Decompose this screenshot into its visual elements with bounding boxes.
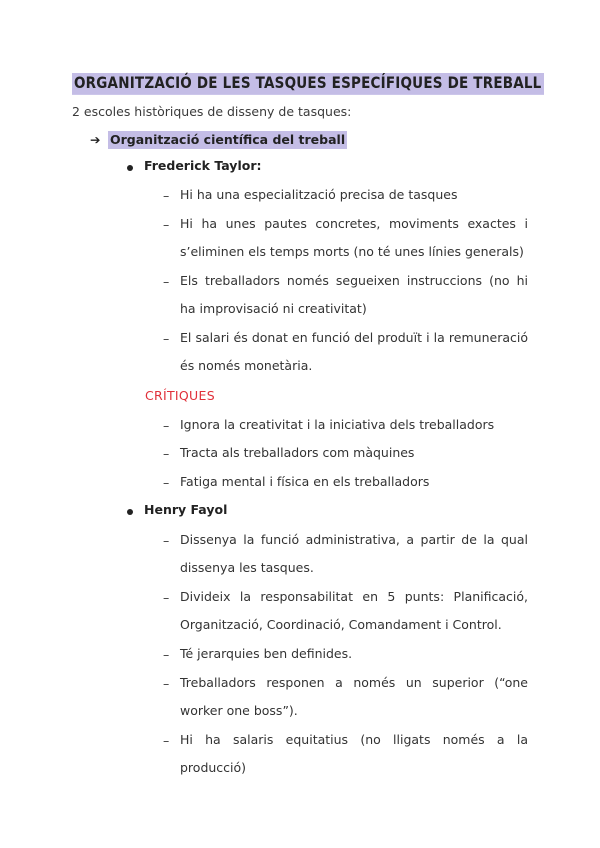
list-item: Hi ha salaris equitatius (no lligats només a la producció): [180, 732, 528, 775]
dash-marker: –: [163, 733, 170, 748]
list-item: Divideix la responsabilitat en 5 punts: Planificació, Organització, Coordinació, Comandament i Control.: [180, 589, 528, 632]
bullet-icon: [127, 509, 133, 515]
section-label: Organització científica del treball: [110, 132, 346, 147]
intro-text: 2 escoles històriques de disseny de tasques:: [72, 104, 352, 119]
list-item: Dissenya la funció administrativa, a partir de la qual dissenya les tasques.: [180, 532, 528, 575]
dash-marker: –: [163, 217, 170, 232]
dash-marker: –: [163, 533, 170, 548]
list-item: Treballadors responen a només un superior (“one worker one boss”).: [180, 675, 528, 718]
dash-marker: –: [163, 274, 170, 289]
dash-marker: –: [163, 590, 170, 605]
list-item: Hi ha una especialització precisa de tasques: [180, 187, 458, 202]
list-item: Té jerarquies ben definides.: [180, 646, 353, 661]
dash-marker: –: [163, 446, 170, 461]
person-name-taylor: Frederick Taylor:: [144, 158, 262, 173]
list-item: Tracta als treballadors com màquines: [180, 445, 415, 460]
section-heading: [90, 132, 347, 147]
list-item: Hi ha unes pautes concretes, moviments exactes i s’eliminen els temps morts (no té unes línies generals): [180, 216, 528, 259]
arrow-right-icon: ➔: [90, 132, 101, 147]
list-item: Fatiga mental i física en els treballadors: [180, 474, 430, 489]
dash-marker: –: [163, 188, 170, 203]
page-title: ORGANITZACIÓ DE LES TASQUES ESPECÍFIQUES DE TREBALL: [72, 73, 544, 95]
bullet-icon: [127, 165, 133, 171]
list-item: El salari és donat en funció del produït i la remuneració és només monetària.: [180, 330, 528, 373]
list-item: Ignora la creativitat i la iniciativa dels treballadors: [180, 417, 495, 432]
dash-marker: –: [163, 418, 170, 433]
dash-marker: –: [163, 647, 170, 662]
dash-marker: –: [163, 676, 170, 691]
person-name-fayol: Henry Fayol: [144, 502, 228, 517]
dash-marker: –: [163, 475, 170, 490]
list-item: Els treballadors només segueixen instruccions (no hi ha improvisació ni creativitat): [180, 273, 528, 316]
critiques-heading: CRÍTIQUES: [145, 388, 215, 403]
dash-marker: –: [163, 331, 170, 346]
